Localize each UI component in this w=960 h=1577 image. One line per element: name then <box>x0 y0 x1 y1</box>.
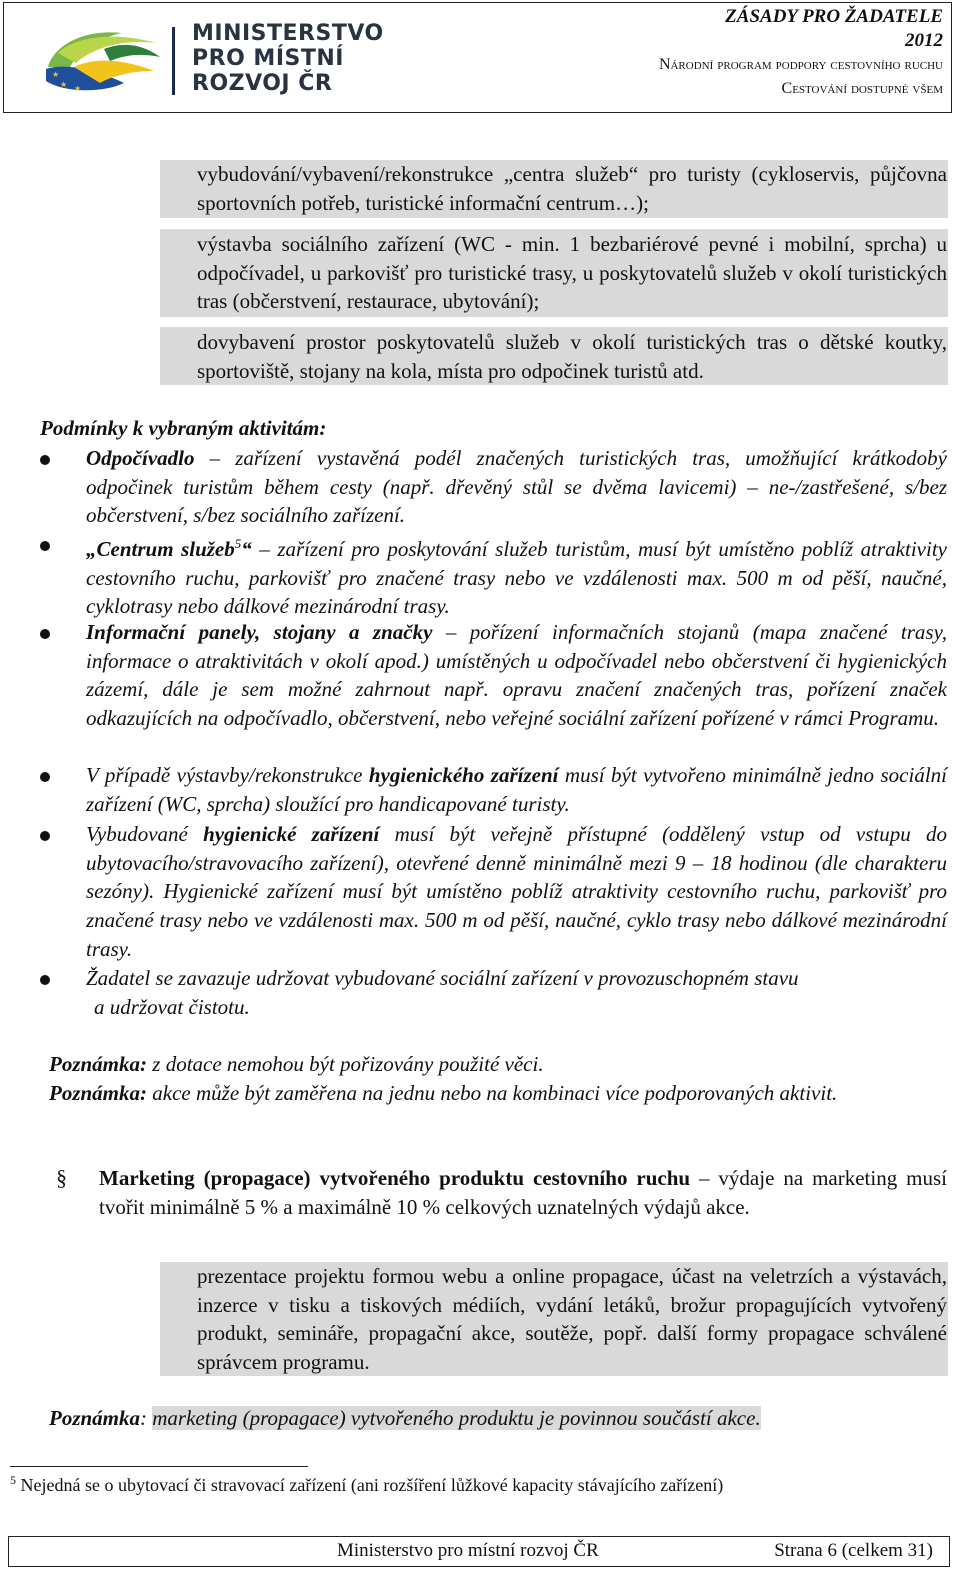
marketing-desc: – výdaje na marketing musí tvořit minimálně 5 % a maximálně 10 % celkových uznatelných výdajů akce. <box>99 1166 947 1219</box>
note-combination <box>49 1079 947 1108</box>
list-item: vybudování/vybavení/rekonstrukce „centra služeb“ pro turisty (cykloservis, půjčovna sportovních potřeb, turistické informační centrum…); <box>197 162 947 215</box>
ministry-name <box>192 21 384 96</box>
ministry-line-1: MINISTERSTVO <box>192 21 384 46</box>
footer-ministry: Ministerstvo pro místní rozvoj ČR <box>337 1540 599 1561</box>
note-text: marketing (propagace) vytvořeného produktu je povinnou součástí akce. <box>152 1406 761 1430</box>
hygiene-build-post: musí být vytvořeno minimálně jedno sociální zařízení (WC, sprcha) sloužící pro handicapované turisty. <box>86 763 947 816</box>
rest-area-term: Odpočívadlo <box>86 446 195 470</box>
footnote <box>10 1473 723 1496</box>
doc-year: 2012 <box>905 30 943 51</box>
bullet-icon <box>40 975 50 985</box>
maintenance-line-2: a udržovat čistotu. <box>94 994 250 1019</box>
bullet-icon <box>40 831 50 841</box>
closing-quote: “ <box>241 537 252 561</box>
condition-info-panels <box>86 618 947 733</box>
condition-maintenance <box>86 964 947 1021</box>
footnote-divider <box>10 1466 308 1467</box>
maintenance-line-1: Žadatel se zavazuje udržovat vybudované sociální zařízení v provozuschopném stavu <box>86 966 799 990</box>
marketing-note <box>49 1404 761 1433</box>
hygiene-term: hygienické zařízení <box>203 822 380 846</box>
list-item: prezentace projektu formou webu a online propagace, účast na veletrzích a výstavách, inzerce v tisku a tiskových médiích, vydání letáků, brožur propagujících vytvořený produkt, semináře, propagační akce, soutěže, popř. další formy propagace schválené správcem programu. <box>197 1264 947 1375</box>
info-panels-desc: – pořízení informačních stojanů (mapa značené trasy, informace o atraktivitách v okolí apod.) umístěných u odpočívadel nebo občerstvení či hygienických zázemí, dále je sem možné zahrnout např. opravu značení značených tras, pořízení značek odkazujících na odpočívadlo, občerstvení, nebo veřejné sociální zařízení pořízené v rámci Programu. <box>86 620 948 731</box>
doc-title: ZÁSADY PRO ŽADATELE <box>725 6 943 27</box>
logo-divider <box>172 27 175 95</box>
page-header <box>3 2 952 113</box>
page-footer <box>8 1536 950 1567</box>
bullet-icon <box>40 541 50 551</box>
footnote-text: Nejedná se o ubytovací či stravovací zařízení (ani rozšíření lůžkové kapacity stávajícího zařízení) <box>16 1475 724 1495</box>
svg-text:★: ★ <box>74 84 82 93</box>
footnote-ref: 5 <box>234 536 242 551</box>
page-number: Strana 6 (celkem 31) <box>774 1540 933 1561</box>
ministry-line-3: ROZVOJ ČR <box>192 71 333 96</box>
list-item: dovybavení prostor poskytovatelů služeb v okolí turistických tras o dětské koutky, sportoviště, stojany na kola, místa pro odpočinek turistů atd. <box>197 330 947 383</box>
conditions-heading: Podmínky k vybraným aktivitám: <box>40 416 327 440</box>
marketing-term: Marketing (propagace) vytvořeného produktu cestovního ruchu <box>99 1166 691 1190</box>
rest-area-desc: – zařízení vystavěná podél značených turistických tras, umožňující krátkodobý odpočinek turistům během cesty (např. dřevěný stůl se dvěma lavicemi) – ne-/zastřešené, s/bez občerstvení, s/bez sociálního zařízení. <box>86 446 947 528</box>
condition-hygiene-access <box>86 820 947 964</box>
note-colon: : <box>140 1406 153 1430</box>
program-subtitle: Cestování dostupné všem <box>781 80 943 97</box>
note-text: akce může být zaměřena na jednu nebo na kombinaci více podporovaných aktivit. <box>147 1081 838 1105</box>
note-label: Poznámka: <box>49 1081 148 1105</box>
hygiene-access-post: musí být veřejně přístupné (oddělený vstup od vstupu do ubytovacího/stravovacího zařízení), otevřené denně minimálně mezi 9 – 18 hodinou (dle charakteru sezóny). Hygienické zařízení musí být umístěno poblíž atraktivity cestovního ruchu, parkovišť pro značené trasy nebo ve vzdálenosti max. 500 m od pěší, naučné, cyklo trasy nebo dálkové mezinárodní trasy. <box>86 822 947 961</box>
program-name: Národní program podpory cestovního ruchu <box>658 56 943 73</box>
svg-text:★: ★ <box>52 70 60 79</box>
bullet-icon <box>40 629 50 639</box>
hygiene-access-pre: Vybudované <box>86 822 204 846</box>
hygiene-build-pre: V případě výstavby/rekonstrukce <box>86 763 369 787</box>
hygiene-term: hygienického zařízení <box>368 763 559 787</box>
svg-text:★: ★ <box>60 80 68 89</box>
ministry-logo <box>44 23 164 95</box>
bullet-icon <box>40 455 50 465</box>
note-label: Poznámka: <box>49 1052 148 1076</box>
note-label: Poznámka <box>49 1406 141 1430</box>
info-panels-term: Informační panely, stojany a značky <box>86 620 433 644</box>
note-used-items <box>49 1050 544 1079</box>
service-center-term: „Centrum služeb <box>86 537 235 561</box>
note-text: z dotace nemohou být pořizovány použité věci. <box>147 1052 544 1076</box>
service-center-desc: – zařízení pro poskytování služeb turistům, musí být umístěno poblíž atraktivity cestovního ruchu, parkovišť pro značené trasy nebo ve vzdálenosti max. 500 m od pěší, naučné, cyklotrasy nebo dálkové mezinárodní trasy. <box>86 537 947 619</box>
section-symbol-icon: § <box>56 1165 67 1190</box>
condition-hygiene-build <box>86 761 947 818</box>
list-item: výstavba sociálního zařízení (WC - min. 1 bezbariérové pevné i mobilní, sprcha) u odpočívadel, u parkovišť pro turistické trasy, u poskytovatelů služeb v okolí turistických tras (občerstvení, restaurace, ubytování); <box>197 232 947 314</box>
header-right <box>659 5 943 101</box>
ministry-line-2: PRO MÍSTNÍ <box>192 46 344 71</box>
condition-rest-area <box>86 444 947 530</box>
bullet-icon <box>40 772 50 782</box>
footnote-number: 5 <box>10 1473 16 1487</box>
condition-service-center <box>86 530 947 621</box>
marketing-paragraph <box>99 1164 947 1221</box>
